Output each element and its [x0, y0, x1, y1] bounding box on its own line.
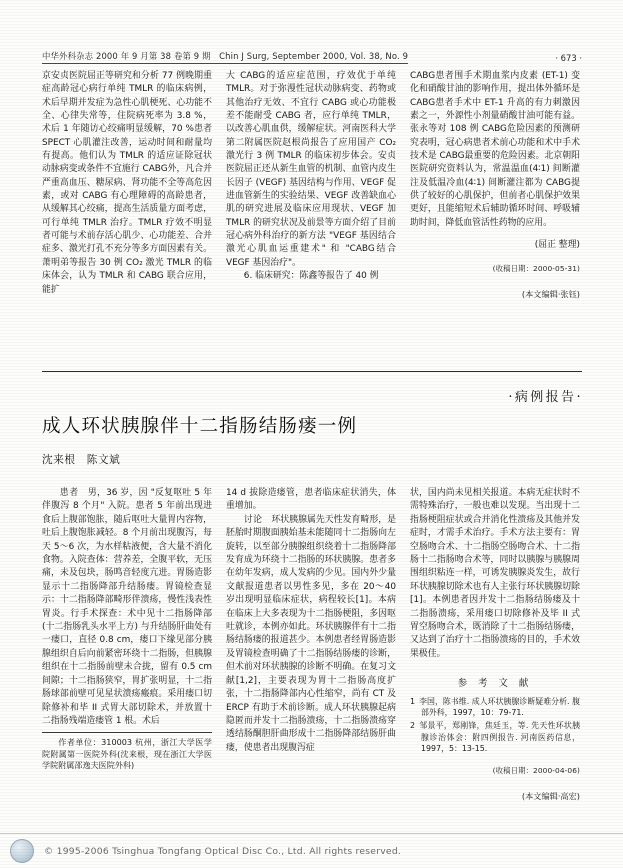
- top-article-column-1: [42, 70, 212, 301]
- discussion-label: 讨论: [243, 514, 263, 525]
- case-report-columns: [42, 487, 582, 803]
- case-report-text-1: 男，36 岁，因 "反复呕吐 5 年伴腹泻 8 个月" 入院。患者 5 年前出现进食后上腹部饱胀，随后呕吐大量胃内容物，吐后上腹饱胀减轻。8 个月前出现腹泻，每天 5～6 次，为水样粘液便，含大量不消化食物。入院查体：营养差，全腹平软，无压痛，未及包块，肠鸣音轻度亢进。胃肠造影显示十二指肠降部升结肠瘘。胃镜检查显示：十二指肠降部畸形伴溃疡，慢性浅表性胃炎。行手术探查：术中见十二指肠降部(十二指肠乳头水平上方) 与升结肠肝曲处有一瘘口，直径 0.8 cm，瘘口下缘见部分胰腺组织自后向前紧密环绕十二指肠，但胰腺组织在十二指肠前壁未合拢，留有 0.5 cm 间隙；十二指肠狭窄，胃扩张明显，十二指肠球部前壁可见星状溃疡瘢痕。采用瘘口切除修补和毕 II 式胃大部切除术，并放置十二指肠残端造瘘管 1 根。术后: [42, 488, 212, 726]
- page-number: · 673 ·: [555, 53, 582, 63]
- top-article-column-3: [410, 70, 580, 301]
- top-article-column-2: [226, 70, 396, 301]
- reference-number: 1: [410, 696, 416, 706]
- article-divider: [42, 371, 582, 372]
- references-heading: 参 考 文 献: [457, 678, 533, 690]
- running-head: [42, 50, 582, 64]
- reference-item: [410, 720, 580, 754]
- case-report-text-2: 环状胰腺属先天性发育畸形，是胚胎时期腹面胰始基未能随同十二指肠向左旋转，以至部分胰腺组织绕着十二指肠降部发育成为环绕十二指肠的环状胰腺。患者多在幼年发病，成人发病的少见。国内外少量文献报道患者以男性多见，多在 20～40 岁出现明显临床症状，病程较长[1]。本病在临床上大多表现为十二指肠梗阻，多因呕吐就诊，本例亦如此。环状胰腺伴有十二指肠结肠瘘的报道甚少。本例患者经胃肠造影及胃镜检查明确了十二指肠结肠瘘的诊断，但术前对环状胰腺的诊断不明确。在复习文献[1,2]，主要表现为胃十二指肠高度扩张，十二指肠降部内心性缩窄，尚有 CT 及 ERCP 有助于术前诊断。成人环状胰腺起病隐匿而并发十二指肠溃疡，十二指肠溃疡穿透结肠酮胆肝曲形成十二指肠降部结肠肝曲瘘，使患者出现腹泻症: [226, 514, 397, 753]
- author-affiliation-text: 作者单位：310003 杭州，浙江大学医学院附属第一医院外科(沈来根，现在浙江大学医学院附属邵逸夫医院外科): [42, 737, 212, 771]
- case-report-received-date: (收稿日期：2000-04-06): [492, 766, 580, 776]
- reference-text: 李国，陈书维. 成人环状胰腺诊断疑难分析. 腹部外科，1997，10：79-71.: [419, 696, 580, 717]
- running-head-citation: 中华外科杂志 2000 年 9 月第 38 卷第 9 期 Chin J Surg, September 2000, Vol. 38, No. 9: [42, 50, 408, 64]
- reference-item: [410, 696, 580, 719]
- case-report-editor: (本文编辑·高宏): [521, 790, 580, 801]
- top-article-text-1: 京安贞医院屈正等研究和分析 77 例晚期重症高龄冠心病行单纯 TMLR 的临床病例，术后早期并发症为急性心肌梗死、心功能不全、心律失常等，住院病死率为 3.8 %，术后 1 年随访心绞痛明显缓解，70 %患者 SPECT 心肌灌注改善，运动时间和耐量均有提高。他们认为 TMLR 的适应证除冠状动脉病变或条件不宜施行 CABG外，凡合并严重高血压、糖尿病、肾功能不全等高危因素，或对 CABG 有心理障碍的高龄患者，从缓解其心绞痛，提高生活质量方面考虑，可行单纯 TMLR 治疗。TMLR 疗效不明显者可能与术前存活心肌少、心功能差、合并症多、激光打孔不充分等多方面因素有关。萧明弟等报告 30 例 CO₂ 激光 TMLR 的临床体会，认为 TMLR 和 CABG 联合应用，能扩: [42, 71, 212, 295]
- page-title: 成人环状胰腺伴十二指肠结肠瘘一例: [42, 416, 358, 437]
- case-report-text-2-head: 14 d 拔除造瘘管，患者临床症状消失，体重增加。: [226, 488, 396, 512]
- disc-logo-icon: [10, 839, 34, 863]
- top-article-section-clinical: 6. 临床研究：陈鑫等报告了 40 例: [243, 271, 379, 282]
- reference-text: 邹景平，郑刚锋，焦廷玉，等. 先天性环状胰腺诊治体会：附四例报告. 河南医药信息，1997，5：13-15.: [419, 721, 580, 753]
- top-article-text-3: CABG患者围手术期血浆内皮素 (ET-1) 变化和硝酸甘油的影响作用，提出体外循环是 CABG患者手术中 ET-1 升高的有力刺激因素之一，外源性小剂量硝酸甘油可能有益。张永等对 108 例 CABG危险因素的预测研究表明，冠心病患者术前心功能和术中手术技术是 CABG最重要的危险因素。北京朝阳医院研究资料认为，常温温血(4∶1) 间断灌注及低温冷血(4∶1) 间断灌注都为 CABG提供了较好的心肌保护，但前者心肌保护效果更好，且能缩短术后辅助循环时间、呼吸辅助时间，降低血管活性药物的应用。: [410, 71, 580, 228]
- case-report-column-3: [410, 487, 580, 803]
- case-label: 患者: [59, 488, 79, 498]
- top-article-received-date: (收稿日期：2000-05-31): [492, 264, 580, 274]
- footnote-rule: [42, 732, 212, 733]
- author-affiliation-footnote: [42, 737, 212, 772]
- case-report-column-1: [42, 487, 212, 803]
- article-authors: 沈来根 陈文斌: [42, 454, 121, 466]
- article-kind-label: ·病例报告·: [508, 390, 583, 405]
- case-report-column-2: [226, 487, 396, 803]
- top-article-editor: (本文编辑·张钰): [521, 288, 580, 299]
- case-report-text-3: 状，国内尚未见相关报道。本病无症状时不需特殊治疗，一般也难以发现。当出现十二指肠梗阻症状或合并消化性溃疡及其他并发症时，才需手术治疗。手术方法主要有：胃空肠吻合术、十二指肠空肠吻合术、十二指肠十二指肠吻合术等，同时以胰腺与胰腺周围组织粘连一样，可诱发胰腺炎发生，故行环状胰腺切除术也有人主张行环状胰腺切除[1]。本例患者因并发十二指肠结肠瘘及十二指肠溃疡，采用瘘口切除修补及毕 II 式胃空肠吻合术，既消除了十二指肠结肠瘘，又达到了治疗十二指肠溃疡的目的，手术效果极佳。: [410, 488, 580, 659]
- case-report-paragraph-1: [42, 487, 212, 728]
- top-article-text-2: 大 CABG的适应症范围，疗效优于单纯 TMLR。对于弥漫性冠状动脉病变、药物或其他治疗无效、不宜行 CABG 或心功能极差不能耐受 CABG 者，应行单纯 TMLR，以改善心肌血供，缓解症状。河南医科大学第二附属医院赵根尚报告了应用国产 CO₂ 激光行 3 例 TMLR 的临床初步体会。安贞医院屈正还从新生血管的机制、血管内皮生长因子 (VEGF) 基因结构与作用、VEGF 促进血管新生的实验结果、VEGF 改善缺血心肌的研究进展及临床应用现状、VEGF 加 TMLR 的研究状况及前景等方面介绍了目前冠心病外科治疗的新方法 "VEGF 基因结合激光心肌血运重建术" 和 "CABG结合 VEGF 基因治疗"。: [226, 71, 396, 268]
- top-article-compiler: (屈正 整理): [534, 240, 580, 251]
- copyright-text: © 1995-2006 Tsinghua Tongfang Optical Disc Co., Ltd. All rights reserved.: [44, 845, 402, 857]
- reference-number: 2: [410, 721, 416, 731]
- footer-bar: [0, 833, 623, 868]
- case-report-discussion: [226, 514, 396, 755]
- top-article-columns: [42, 70, 582, 301]
